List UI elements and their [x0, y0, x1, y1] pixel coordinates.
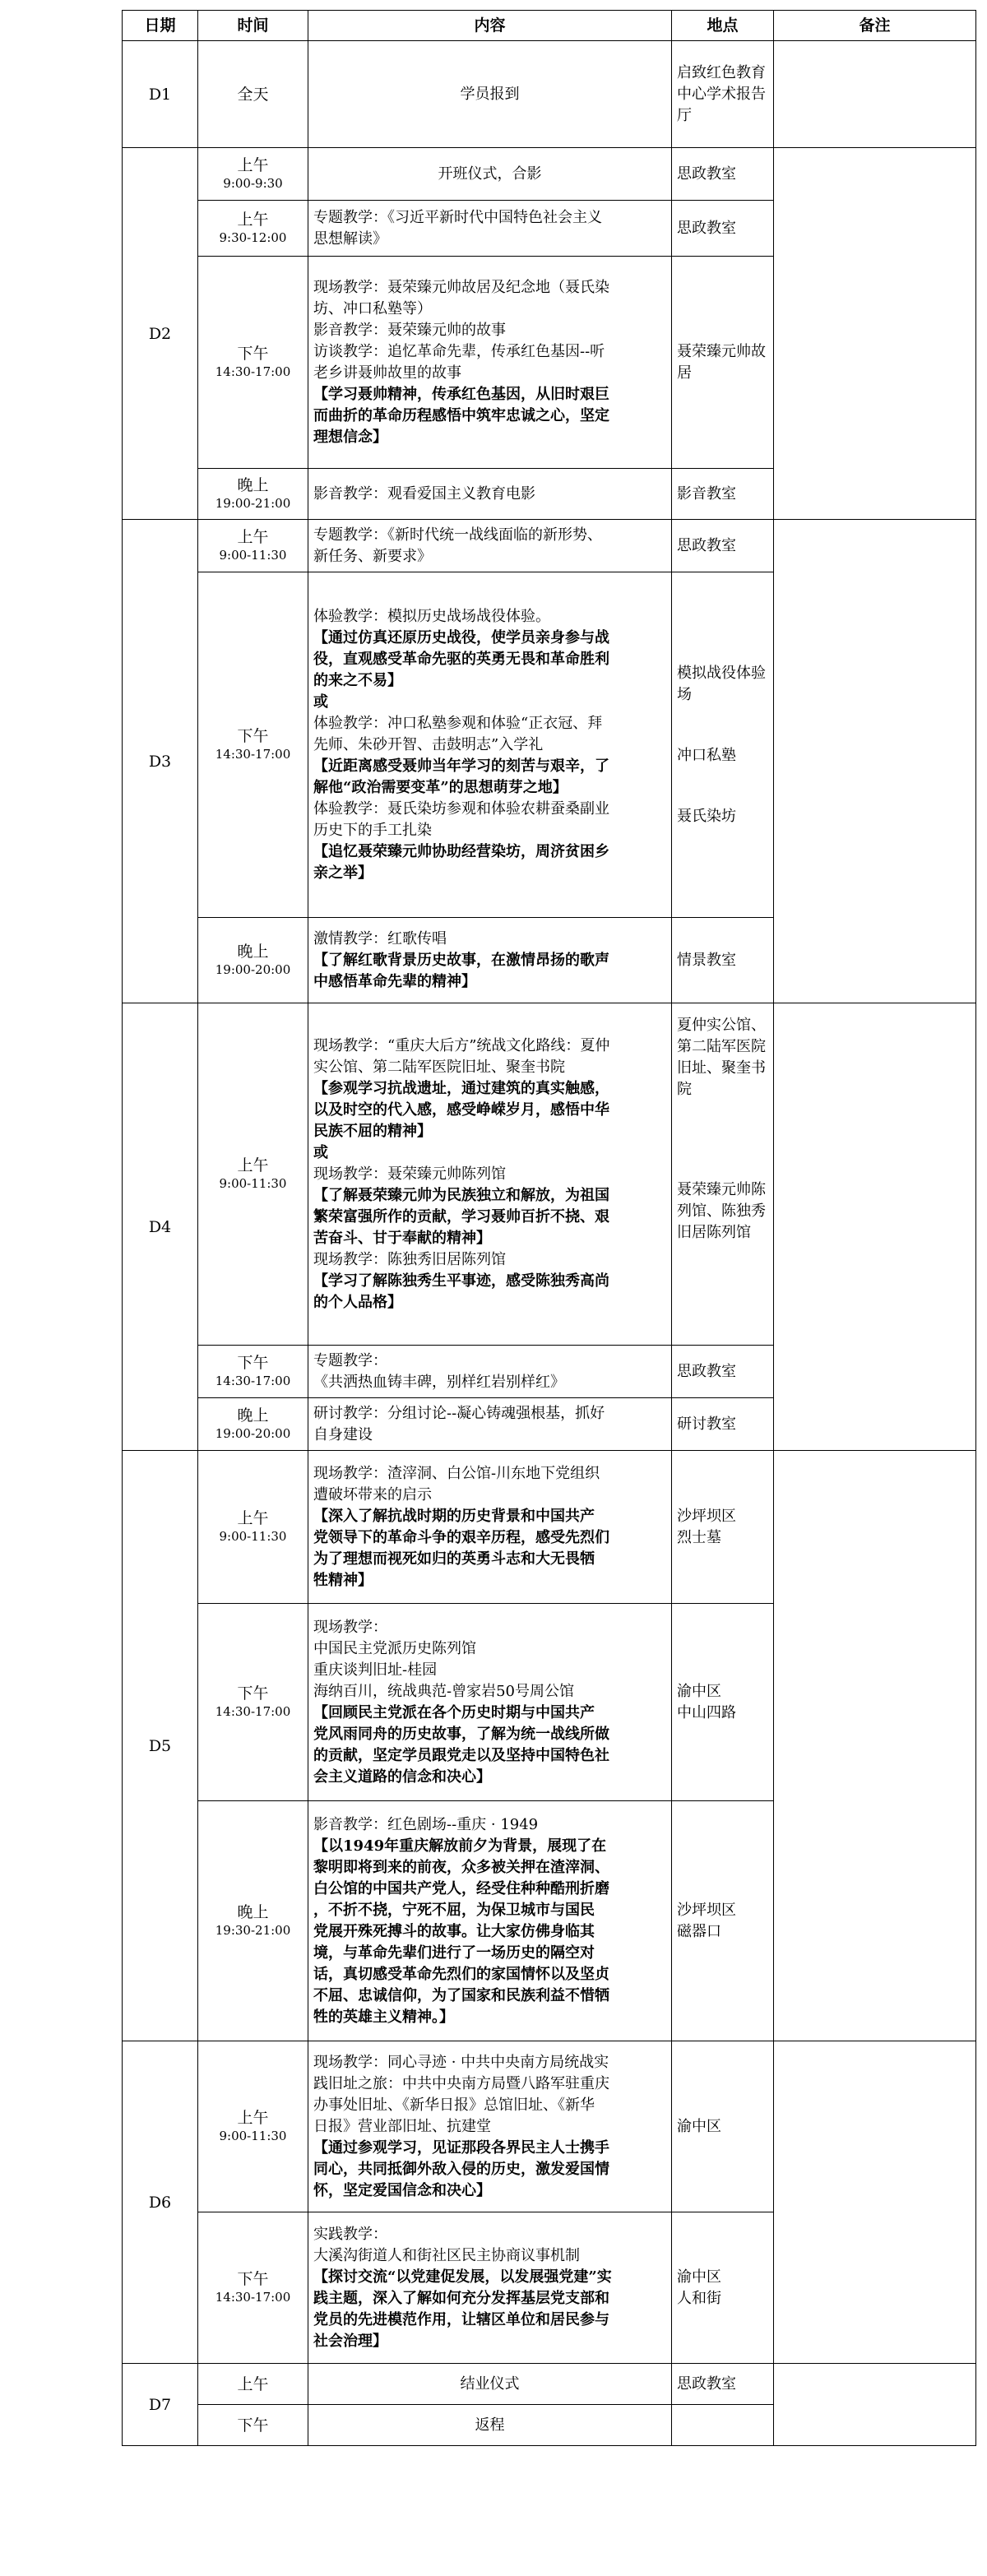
time-cell — [198, 2405, 308, 2446]
content-cell: 返程 — [308, 2405, 672, 2446]
content-line: 遭破坏带来的启示 — [313, 1485, 432, 1503]
content-line: 专题教学：《新时代统一战线面临的新形势、 — [313, 526, 602, 544]
content-line: 牲的英雄主义精神。】 — [313, 2008, 454, 2026]
time-hours: 9:00-11:30 — [219, 1528, 287, 1544]
location-cell — [672, 1003, 774, 1346]
content-line: 而曲折的革命历程感悟中筑牢忠诚之心，坚定 — [313, 406, 609, 424]
time-hours: 19:00-20:00 — [215, 961, 291, 977]
content-line: 自身建设 — [313, 1425, 373, 1443]
content-cell — [308, 201, 672, 257]
table-row — [123, 2364, 976, 2405]
content-line: 中国民主党派历史陈列馆 — [313, 1639, 476, 1657]
time-hours: 14:30-17:00 — [215, 364, 291, 379]
content-line: 【回顾民主党派在各个历史时期与中国共产 — [313, 1703, 595, 1721]
content-line: 牲精神】 — [313, 1571, 373, 1589]
content-line: 专题教学： — [313, 1351, 387, 1369]
content-line: 老乡讲聂帅故里的故事 — [313, 364, 461, 382]
time-hours: 9:00-11:30 — [219, 547, 287, 563]
content-line: 中感悟革命先辈的精神】 — [313, 972, 476, 990]
time-period: 晚上 — [237, 475, 269, 494]
content-cell: 开班仪式，合影 — [308, 148, 672, 201]
content-line: 【通过仿真还原历史战役，使学员亲身参与战 — [313, 628, 609, 646]
note-cell — [774, 1003, 976, 1451]
location-line: 中山四路 — [677, 1703, 736, 1721]
location-line: 模拟战役体验场 — [677, 664, 766, 703]
time-period: 上午 — [237, 2374, 269, 2393]
time-period: 上午 — [237, 2108, 269, 2127]
location-cell — [672, 2212, 774, 2364]
content-line: 实践教学： — [313, 2225, 387, 2243]
content-line: 【追忆聂荣臻元帅协助经营染坊，周济贫困乡 — [313, 842, 609, 860]
location-cell — [672, 2405, 774, 2446]
location-cell: 思政教室 — [672, 520, 774, 572]
content-line: 党展开殊死搏斗的故事。让大家仿佛身临其 — [313, 1922, 595, 1940]
note-cell — [774, 148, 976, 520]
time-period: 晚上 — [237, 1406, 269, 1425]
content-line: 坊、冲口私塾等） — [313, 299, 432, 317]
content-line: 践旧址之旅：中共中央南方局暨八路军驻重庆 — [313, 2074, 609, 2092]
content-cell — [308, 2041, 672, 2212]
location-cell: 渝中区 — [672, 2041, 774, 2212]
header-time: 时间 — [198, 11, 308, 41]
header-location: 地点 — [672, 11, 774, 41]
content-line: 【了解红歌背景历史故事，在激情昂扬的歌声 — [313, 951, 609, 969]
location-line: 夏仲实公馆、第二陆军医院旧址、聚奎书院 — [677, 1017, 766, 1098]
table-row — [123, 2041, 976, 2212]
content-line: 访谈教学：追忆革命先辈，传承红色基因--听 — [313, 342, 605, 360]
content-line: 社会治理】 — [313, 2332, 387, 2350]
time-period: 上午 — [237, 1508, 269, 1527]
time-hours: 9:00-11:30 — [219, 2128, 287, 2143]
content-line: 党风雨同舟的历史故事，了解为统一战线所做 — [313, 1725, 609, 1743]
time-cell — [198, 1003, 308, 1346]
content-line: 或 — [313, 1143, 328, 1161]
time-cell — [198, 1346, 308, 1398]
location-cell: 思政教室 — [672, 148, 774, 201]
content-line: ，不折不挠，宁死不屈，为保卫城市与国民 — [313, 1901, 595, 1919]
content-line: 会主义道路的信念和决心】 — [313, 1768, 491, 1786]
content-line: 研讨教学：分组讨论--凝心铸魂强根基，抓好 — [313, 1404, 605, 1422]
content-line: 繁荣富强所作的贡献，学习聂帅百折不挠、艰 — [313, 1207, 609, 1225]
content-cell — [308, 257, 672, 469]
content-line: 黎明即将到来的前夜，众多被关押在渣滓洞、 — [313, 1858, 609, 1876]
content-line: 的个人品格】 — [313, 1293, 402, 1311]
content-line: 【了解聂荣臻元帅为民族独立和解放，为祖国 — [313, 1186, 609, 1204]
content-line: 体验教学：冲口私塾参观和体验“正衣冠、拜 — [313, 714, 603, 732]
content-line: 党领导下的革命斗争的艰辛历程，感受先烈们 — [313, 1528, 609, 1546]
content-line: 的贡献，坚定学员跟党走以及坚持中国特色社 — [313, 1746, 609, 1764]
content-line: 办事处旧址、《新华日报》总馆旧址、《新华 — [313, 2096, 595, 2114]
content-line: 或 — [313, 693, 328, 711]
content-line: 【以1949年重庆解放前夕为背景，展现了在 — [313, 1837, 607, 1855]
note-cell — [774, 520, 976, 1003]
time-hours: 9:00-11:30 — [219, 1175, 287, 1191]
time-cell — [198, 1398, 308, 1451]
note-cell — [774, 1451, 976, 2041]
content-cell — [308, 1398, 672, 1451]
time-period: 晚上 — [237, 942, 269, 961]
time-period: 上午 — [237, 1156, 269, 1174]
content-cell — [308, 1801, 672, 2041]
content-line: 现场教学：渣滓洞、白公馆-川东地下党组织 — [313, 1464, 600, 1482]
content-line: 【探讨交流“以党建促发展，以发展强党建”实 — [313, 2268, 612, 2286]
time-period: 下午 — [237, 1684, 269, 1703]
time-period: 下午 — [237, 344, 269, 363]
content-line: 思想解读》 — [313, 229, 387, 248]
time-hours: 19:00-21:00 — [215, 495, 291, 511]
content-line: 亲之举】 — [313, 864, 373, 882]
note-cell — [774, 2364, 976, 2446]
time-period: 下午 — [237, 2269, 269, 2288]
content-line: 苦奋斗、甘于奉献的精神】 — [313, 1229, 491, 1247]
note-cell — [774, 2041, 976, 2364]
time-hours: 14:30-17:00 — [215, 2289, 291, 2305]
content-cell: 影音教学：观看爱国主义教育电影 — [308, 469, 672, 520]
time-period: 上午 — [237, 155, 269, 174]
content-line: 激情教学：红歌传唱 — [313, 929, 447, 947]
time-hours: 9:00-9:30 — [223, 175, 283, 191]
time-cell — [198, 1451, 308, 1604]
content-line: 【通过参观学习，见证那段各界民主人士携手 — [313, 2138, 609, 2157]
content-line: 大溪沟街道人和街社区民主协商议事机制 — [313, 2246, 580, 2264]
time-cell — [198, 1604, 308, 1801]
content-line: 境，与革命先辈们进行了一场历史的隔空对 — [313, 1944, 595, 1962]
location-cell — [672, 572, 774, 918]
time-hours: 14:30-17:00 — [215, 1703, 291, 1719]
location-line: 渝中区 — [677, 2268, 721, 2286]
time-cell — [198, 918, 308, 1003]
time-cell — [198, 469, 308, 520]
content-line: 的来之不易】 — [313, 671, 402, 689]
time-cell — [198, 2212, 308, 2364]
content-line: 体验教学：聂氏染坊参观和体验农耕蚕桑副业 — [313, 799, 609, 818]
content-line: 新任务、新要求》 — [313, 547, 432, 565]
table-row — [123, 1451, 976, 1604]
day-cell: D6 — [123, 2041, 198, 2364]
table-row — [123, 41, 976, 148]
content-line: 现场教学：“重庆大后方”统战文化路线：夏仲 — [313, 1036, 610, 1054]
content-cell: 学员报到 — [308, 41, 672, 148]
content-line: 现场教学：同心寻迹 · 中共中央南方局统战实 — [313, 2053, 609, 2071]
time-period: 下午 — [237, 2416, 269, 2435]
day-cell: D5 — [123, 1451, 198, 2041]
location-cell: 聂荣臻元帅故居 — [672, 257, 774, 469]
content-cell — [308, 918, 672, 1003]
content-line: 影音教学：聂荣臻元帅的故事 — [313, 321, 506, 339]
day-cell: D3 — [123, 520, 198, 1003]
schedule-table — [122, 10, 976, 2446]
location-line: 渝中区 — [677, 1682, 721, 1700]
content-line: 【近距离感受聂帅当年学习的刻苦与艰辛，了 — [313, 757, 609, 775]
location-cell — [672, 1451, 774, 1604]
time-hours: 19:30-21:00 — [215, 1922, 291, 1938]
header-note: 备注 — [774, 11, 976, 41]
content-line: 《共洒热血铸丰碑，别样红岩别样红》 — [313, 1373, 565, 1391]
day-cell: D2 — [123, 148, 198, 520]
content-line: 解他“政治需要变革”的思想萌芽之地】 — [313, 778, 568, 796]
time-cell — [198, 572, 308, 918]
location-cell: 思政教室 — [672, 201, 774, 257]
content-line: 【学习了解陈独秀生平事迹，感受陈独秀高尚 — [313, 1272, 609, 1290]
location-cell: 情景教室 — [672, 918, 774, 1003]
content-line: 理想信念】 — [313, 428, 387, 446]
location-line: 沙坪坝区 — [677, 1507, 736, 1525]
content-line: 以及时空的代入感，感受峥嵘岁月，感悟中华 — [313, 1100, 609, 1119]
content-line: 同心，共同抵御外敌入侵的历史，激发爱国情 — [313, 2160, 609, 2178]
content-line: 践主题，深入了解如何充分发挥基层党支部和 — [313, 2289, 609, 2307]
day-cell: D1 — [123, 41, 198, 148]
content-line: 先师、朱砂开智、击鼓明志”入学礼 — [313, 735, 544, 753]
content-line: 影音教学：红色剧场--重庆 · 1949 — [313, 1815, 539, 1833]
content-line: 【学习聂帅精神，传承红色基因，从旧时艰巨 — [313, 385, 609, 403]
day-cell: D7 — [123, 2364, 198, 2446]
header-day: 日期 — [123, 11, 198, 41]
content-line: 现场教学： — [313, 1618, 387, 1636]
table-row — [123, 1003, 976, 1346]
location-cell — [672, 1801, 774, 2041]
location-cell: 思政教室 — [672, 1346, 774, 1398]
location-line: 人和街 — [677, 2289, 721, 2307]
location-line: 磁器口 — [677, 1922, 721, 1940]
time-cell — [198, 257, 308, 469]
content-line: 【参观学习抗战遗址，通过建筑的真实触感， — [313, 1079, 609, 1097]
content-line: 实公馆、第二陆军医院旧址、聚奎书院 — [313, 1058, 565, 1076]
table-row — [123, 520, 976, 572]
content-line: 【深入了解抗战时期的历史背景和中国共产 — [313, 1507, 595, 1525]
location-line: 沙坪坝区 — [677, 1901, 736, 1919]
content-cell — [308, 1003, 672, 1346]
location-cell: 思政教室 — [672, 2364, 774, 2405]
location-line: 冲口私塾 — [677, 746, 736, 764]
content-line: 体验教学：模拟历史战场战役体验。 — [313, 607, 550, 625]
content-cell — [308, 2212, 672, 2364]
content-cell: 结业仪式 — [308, 2364, 672, 2405]
header-row — [123, 11, 976, 41]
content-line: 话，真切感受革命先烈们的家国情怀以及坚贞 — [313, 1965, 609, 1983]
time-period: 下午 — [237, 726, 269, 745]
content-line: 现场教学：陈独秀旧居陈列馆 — [313, 1250, 506, 1268]
time-hours: 14:30-17:00 — [215, 1373, 291, 1388]
time-period: 上午 — [237, 210, 269, 229]
time-period: 晚上 — [237, 1902, 269, 1921]
time-cell — [198, 1801, 308, 2041]
content-line: 不屈、忠诚信仰，为了国家和民族利益不惜牺 — [313, 1986, 609, 2004]
time-cell — [198, 148, 308, 201]
note-cell — [774, 41, 976, 148]
time-cell — [198, 520, 308, 572]
content-line: 为了理想而视死如归的英勇斗志和大无畏牺 — [313, 1550, 595, 1568]
content-line: 重庆谈判旧址-桂园 — [313, 1661, 438, 1679]
content-line: 民族不屈的精神】 — [313, 1122, 432, 1140]
time-cell — [198, 201, 308, 257]
location-cell: 影音教室 — [672, 469, 774, 520]
day-cell: D4 — [123, 1003, 198, 1451]
time-cell — [198, 2364, 308, 2405]
content-line: 党员的先进模范作用，让辖区单位和居民参与 — [313, 2310, 609, 2328]
time-hours: 14:30-17:00 — [215, 746, 291, 762]
content-line: 日报》营业部旧址、抗建堂 — [313, 2117, 491, 2135]
time-cell — [198, 41, 308, 148]
time-hours: 19:00-20:00 — [215, 1425, 291, 1441]
content-line: 现场教学：聂荣臻元帅陈列馆 — [313, 1165, 506, 1183]
content-cell — [308, 1604, 672, 1801]
content-line: 海纳百川，统战典范-曾家岩50号周公馆 — [313, 1682, 574, 1700]
location-line: 烈士墓 — [677, 1528, 721, 1546]
time-period: 上午 — [237, 527, 269, 546]
location-line: 聂氏染坊 — [677, 807, 736, 825]
content-cell — [308, 572, 672, 918]
header-content: 内容 — [308, 11, 672, 41]
location-cell: 研讨教室 — [672, 1398, 774, 1451]
time-hours: 9:30-12:00 — [219, 229, 287, 245]
location-cell — [672, 1604, 774, 1801]
content-line: 历史下的手工扎染 — [313, 821, 432, 839]
content-cell — [308, 1346, 672, 1398]
location-cell: 启致红色教育中心学术报告厅 — [672, 41, 774, 148]
content-cell — [308, 1451, 672, 1604]
time-period: 全天 — [237, 85, 269, 104]
content-cell — [308, 520, 672, 572]
content-line: 现场教学：聂荣臻元帅故居及纪念地（聂氏染 — [313, 278, 609, 296]
time-period: 下午 — [237, 1353, 269, 1372]
content-line: 役，直观感受革命先驱的英勇无畏和革命胜利 — [313, 650, 609, 668]
time-cell — [198, 2041, 308, 2212]
content-line: 专题教学：《习近平新时代中国特色社会主义 — [313, 208, 602, 226]
content-line: 怀，坚定爱国信念和决心】 — [313, 2181, 491, 2199]
location-line: 聂荣臻元帅陈列馆、陈独秀旧居陈列馆 — [677, 1181, 766, 1241]
table-row — [123, 148, 976, 201]
content-line: 白公馆的中国共产党人，经受住种种酷刑折磨 — [313, 1879, 609, 1897]
